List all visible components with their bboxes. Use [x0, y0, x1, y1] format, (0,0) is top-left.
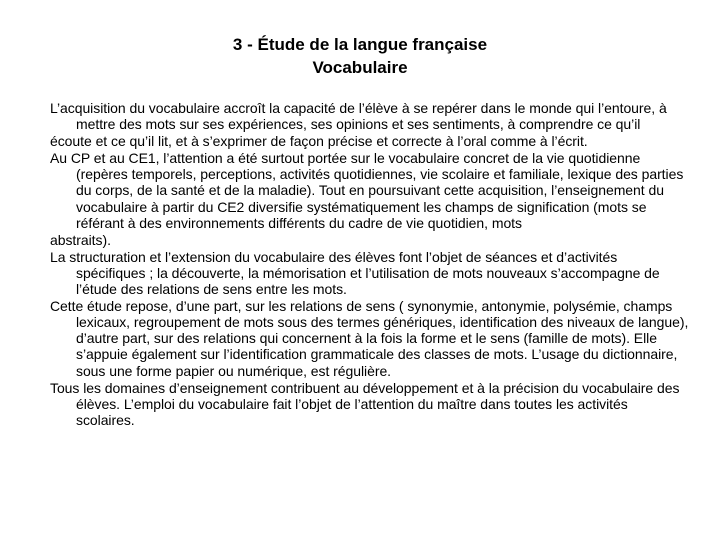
- page-title: [0, 33, 720, 79]
- paragraph: abstraits).: [50, 231, 111, 248]
- title-line-2: Vocabulaire: [312, 58, 408, 77]
- paragraph: écoute et ce qu’il lit, et à s’exprimer de façon précise et correcte à l’oral comme à l’écrit.: [50, 133, 588, 150]
- body-text: [50, 100, 690, 429]
- title-line-1: 3 - Étude de la langue française: [232, 35, 488, 54]
- paragraph: Tous les domaines d’enseignement contribuent au développement et à la précision du vocabulaire des élèves. L’emploi du vocabulaire fait l’objet de l’attention du maître dans toutes les activités scolaires.: [50, 379, 680, 428]
- paragraph: La structuration et l’extension du vocabulaire des élèves font l’objet de séances et d’activités spécifiques ; la découverte, la mémorisation et l’utilisation de mots nouveaux s’accompagne de l’étude des relations de sens entre les mots.: [50, 248, 660, 298]
- paragraph: L’acquisition du vocabulaire accroît la capacité de l’élève à se repérer dans le monde qui l’entoure, à mettre des mots sur ses expériences, ses opinions et ses sentiments, à comprendre ce qu’il: [50, 100, 667, 133]
- paragraph: Cette étude repose, d’une part, sur les relations de sens ( synonymie, antonymie, polysémie, champs lexicaux, regroupement de mots sous des termes génériques, identification des niveaux de langue), d’autre part, sur des relations qui concernent à la fois la forme et le sens (famille de mots). Elle s’appuie également sur l’identification grammaticale des classes de mots. L’usage du dictionnaire, sous une forme papier ou numérique, est régulière.: [50, 298, 689, 379]
- paragraph: Au CP et au CE1, l’attention a été surtout portée sur le vocabulaire concret de la vie quotidienne (repères temporels, perceptions, activités quotidiennes, vie scolaire et familiale, lexique des parties du corps, de la santé et de la maladie). Tout en poursuivant cette acquisition, l’enseignement du vocabulaire à partir du CE2 diversifie systématiquement les champs de signification (mots se référant à des environnements différents du cadre de vie quotidien, mots: [50, 150, 684, 231]
